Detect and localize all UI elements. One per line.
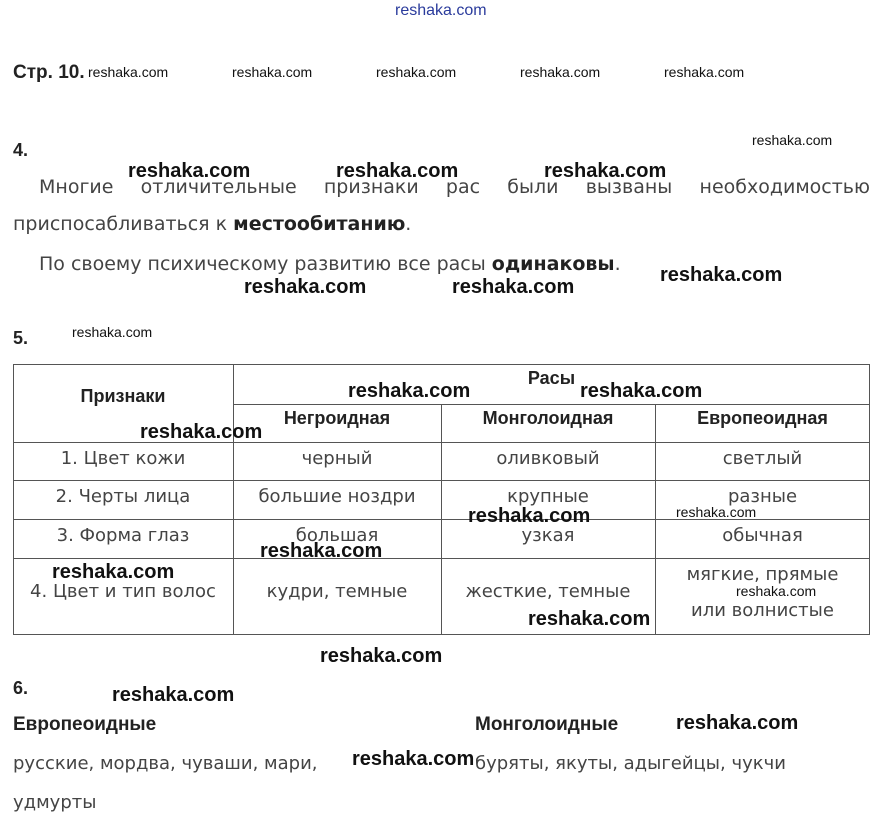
header-signs: Признаки	[80, 386, 166, 406]
row-1-mongoloid: оливковый	[496, 448, 600, 469]
watermark: reshaka.com	[260, 540, 383, 562]
row-1-negroid: черный	[301, 448, 373, 469]
watermark: reshaka.com	[72, 324, 153, 340]
watermark: reshaka.com	[336, 160, 459, 182]
watermark: reshaka.com	[468, 505, 591, 527]
watermark: reshaka.com	[348, 380, 471, 402]
watermark: reshaka.com	[376, 64, 457, 80]
row-3-mongoloid: узкая	[521, 525, 575, 546]
watermark: reshaka.com	[128, 160, 251, 182]
mongoloid-peoples: буряты, якуты, адыгейцы, чукчи	[475, 753, 786, 774]
watermark: reshaka.com	[395, 2, 487, 19]
row-2-europoid: разные	[727, 486, 798, 507]
watermark: reshaka.com	[676, 504, 757, 520]
question-5-number: 5.	[13, 328, 29, 348]
watermark: reshaka.com	[112, 684, 235, 706]
watermark: reshaka.com	[232, 64, 313, 80]
row-4-europoid-line-1: мягкие, прямые	[686, 564, 839, 585]
watermark: reshaka.com	[352, 748, 475, 770]
q4-bold-equal: одинаковы	[491, 253, 615, 275]
row-1-sign: 1. Цвет кожи	[60, 448, 186, 469]
header-races: Расы	[527, 368, 576, 388]
row-1-europoid: светлый	[722, 448, 803, 469]
row-3-sign: 3. Форма глаз	[56, 525, 190, 546]
europoid-peoples-line-2: удмурты	[13, 792, 97, 813]
q4-bold-habitat: местообитанию	[233, 213, 406, 235]
watermark: reshaka.com	[660, 264, 783, 286]
watermark: reshaka.com	[452, 276, 575, 298]
watermark: reshaka.com	[520, 64, 601, 80]
row-4-europoid-line-2: или волнистые	[691, 600, 834, 621]
q4-line-3: По своему психическому развитию все расы одинаковы.	[39, 253, 621, 275]
watermark: reshaka.com	[88, 64, 169, 80]
page-title: Стр. 10.	[13, 62, 85, 83]
watermark: reshaka.com	[140, 421, 263, 443]
watermark: reshaka.com	[244, 276, 367, 298]
watermark: reshaka.com	[580, 380, 703, 402]
watermark: reshaka.com	[320, 645, 443, 667]
europoid-title: Европеоидные	[13, 714, 157, 735]
q4-line-1: Многие отличительные признаки рас были вызваны необходимостью	[39, 176, 870, 198]
mongoloid-title: Монголоидные	[475, 714, 619, 735]
row-4-mongoloid: жесткие, темные	[465, 581, 631, 602]
watermark: reshaka.com	[752, 132, 833, 148]
europoid-peoples-line-1: русские, мордва, чуваши, мари,	[13, 753, 318, 774]
watermark: reshaka.com	[664, 64, 745, 80]
watermark: reshaka.com	[736, 583, 817, 599]
watermark: reshaka.com	[528, 608, 651, 630]
header-mongoloid: Монголоидная	[482, 408, 614, 428]
row-4-negroid: кудри, темные	[266, 581, 408, 602]
q4-line-2: приспосабливаться к местообитанию.	[13, 213, 412, 235]
row-2-mongoloid: крупные	[507, 486, 589, 507]
header-europoid: Европеоидная	[697, 408, 828, 428]
watermark: reshaka.com	[676, 712, 799, 734]
watermark: reshaka.com	[544, 160, 667, 182]
question-4-number: 4.	[13, 140, 29, 160]
question-6-number: 6.	[13, 678, 29, 698]
row-2-sign: 2. Черты лица	[55, 486, 191, 507]
row-4-sign: 4. Цвет и тип волос	[30, 581, 216, 602]
row-3-europoid: обычная	[722, 525, 803, 546]
row-2-negroid: большие ноздри	[258, 486, 416, 507]
header-negroid: Негроидная	[283, 408, 391, 428]
watermark: reshaka.com	[52, 561, 175, 583]
row-3-negroid: большая	[295, 525, 379, 546]
